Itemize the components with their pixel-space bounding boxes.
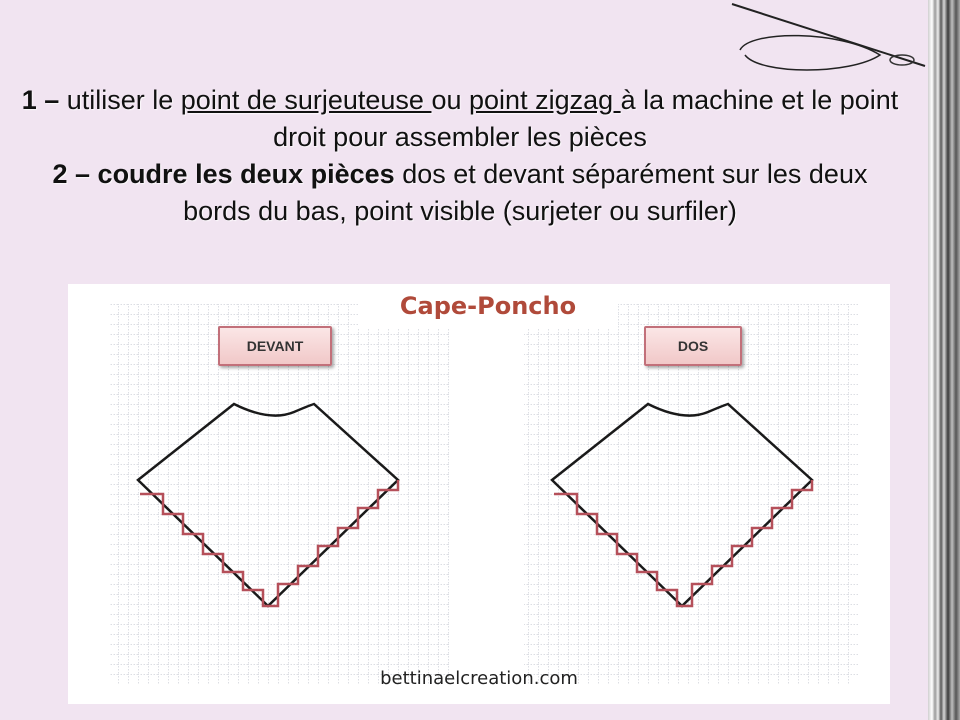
step-2-heading: 2 – coudre les deux pièces [52, 159, 395, 189]
instructions-text [20, 82, 900, 230]
pattern-drawing [68, 284, 890, 704]
needle-and-thread-icon [720, 0, 930, 80]
step-2-text: dos et devant séparément sur les deux bords du bas, point visible (surjeter ou surfiler) [183, 159, 868, 226]
step-1-text-a: utiliser le [59, 85, 181, 115]
front-label: DEVANT [218, 326, 332, 366]
step-1-term-overlock: point de surjeuteuse [180, 85, 432, 115]
instruction-step-1 [20, 82, 900, 156]
diagram-title: Cape-Poncho [399, 292, 577, 320]
step-1-text-b: ou [431, 85, 470, 115]
back-label: DOS [644, 326, 742, 366]
cape-poncho-diagram [68, 284, 890, 704]
step-1-text-c: à la machine et le point droit pour assembler les pièces [273, 85, 899, 152]
website-footer: bettinaelcreation.com [380, 668, 578, 689]
step-1-number: 1 – [21, 85, 60, 115]
instruction-step-2 [20, 156, 900, 230]
step-1-term-zigzag: point zigzag [469, 85, 621, 115]
decorative-side-strip [928, 0, 960, 720]
